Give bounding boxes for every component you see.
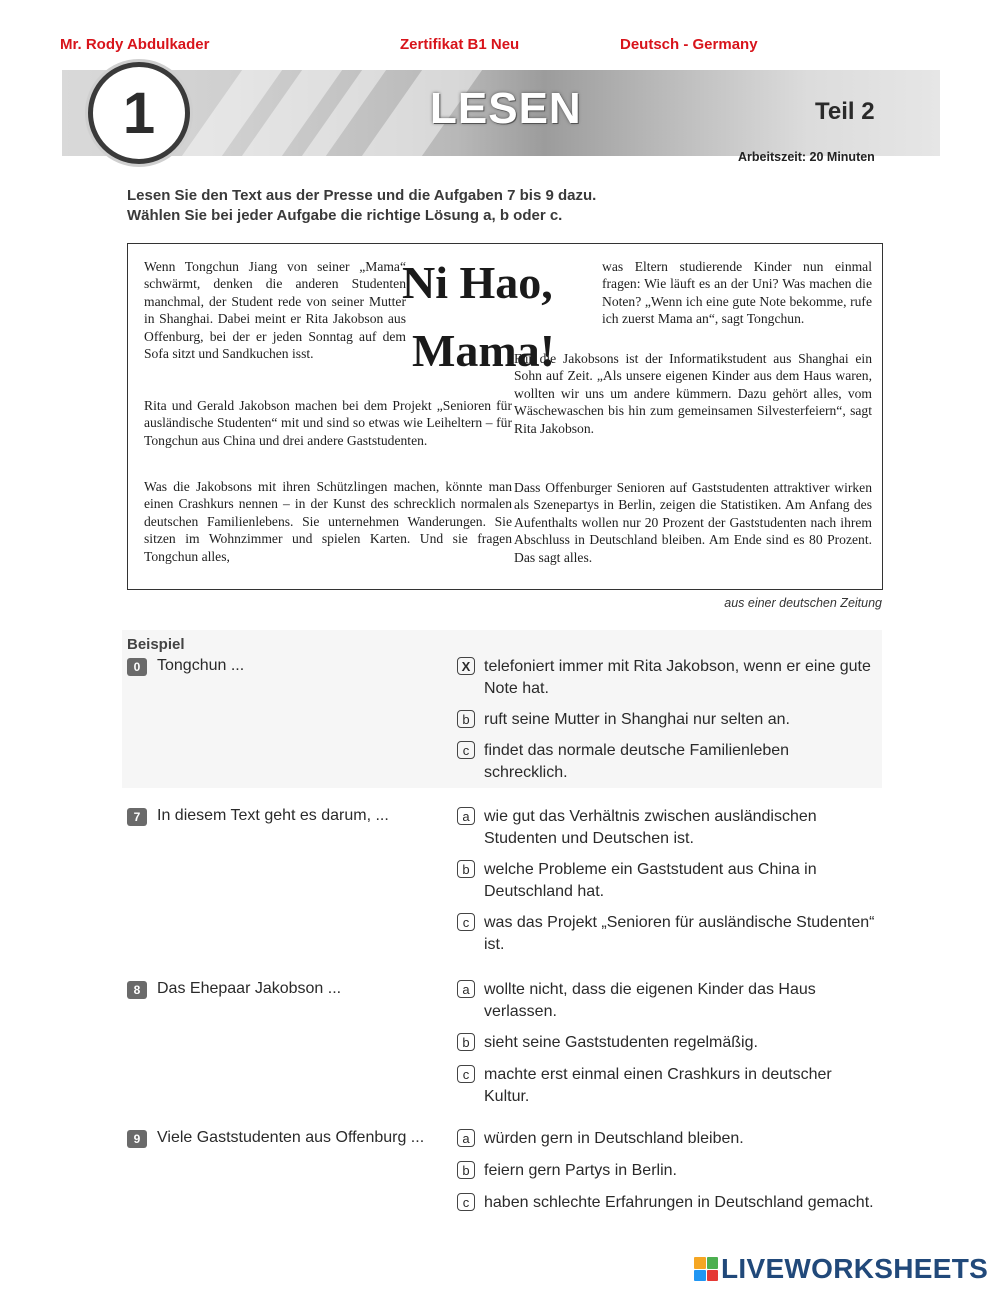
option-text: haben schlechte Erfahrungen in Deutschland gemacht. — [484, 1194, 874, 1211]
logo-square — [694, 1270, 706, 1282]
article-paragraph: Dass Offenburger Senioren auf Gaststudenten attraktiver wirken als Szenepartys in Berlin, zeigen die Statistiken. Am Anfang des Aufenthalts wollen nur 20 Prozent der Gaststudenten nach ihrem Abschluss in Deutschland bleiben. Am Ende sind es 80 Prozent. Das sagt alles. — [514, 480, 872, 565]
question-text: Tongchun ... — [157, 657, 245, 674]
option-letter[interactable]: b — [457, 1033, 475, 1051]
article-paragraph: was Eltern studierende Kinder nun einmal fragen: Wie läuft es an der Uni? Was machen die Noten? „Wenn ich eine gute Note bekomme, rufe ich zuerst Mama an“, sagt Tongchun. — [602, 259, 872, 327]
question-number: 0 — [127, 658, 147, 676]
option-8a[interactable] — [457, 979, 877, 1023]
author-name: Mr. Rody Abdulkader — [60, 36, 210, 53]
question-7 — [127, 807, 389, 826]
option-text: wollte nicht, dass die eigenen Kinder das Haus verlassen. — [484, 981, 816, 1020]
instruction-line: Lesen Sie den Text aus der Presse und die Aufgaben 7 bis 9 dazu. — [127, 187, 597, 204]
article-headline: Mama! — [412, 325, 556, 376]
section-number-badge: 1 — [88, 62, 190, 164]
article-source: aus einer deutschen Zeitung — [724, 596, 882, 610]
logo-square — [694, 1257, 706, 1269]
option-letter: c — [457, 741, 475, 759]
option-8b[interactable] — [457, 1032, 877, 1054]
option-text: würden gern in Deutschland bleiben. — [484, 1130, 744, 1147]
question-9 — [127, 1129, 424, 1148]
language-label: Deutsch - Germany — [620, 36, 758, 53]
option-8c[interactable] — [457, 1064, 877, 1108]
article-headline: Ni Hao, — [402, 257, 553, 308]
option-0a — [457, 656, 877, 700]
option-text: wie gut das Verhältnis zwischen ausländischen Studenten und Deutschen ist. — [484, 808, 817, 847]
instruction-line: Wählen Sie bei jeder Aufgabe die richtige Lösung a, b oder c. — [127, 207, 563, 224]
question-number: 9 — [127, 1130, 147, 1148]
option-text: welche Probleme ein Gaststudent aus China in Deutschland hat. — [484, 861, 817, 900]
question-number: 7 — [127, 808, 147, 826]
option-9b[interactable] — [457, 1160, 877, 1182]
option-letter[interactable]: c — [457, 913, 475, 931]
logo-square — [707, 1270, 719, 1282]
option-7b[interactable] — [457, 859, 877, 903]
question-text: Das Ehepaar Jakobson ... — [157, 980, 342, 997]
work-time: Arbeitszeit: 20 Minuten — [738, 150, 875, 164]
option-9c[interactable] — [457, 1192, 877, 1214]
option-text: telefoniert immer mit Rita Jakobson, wenn er eine gute Note hat. — [484, 658, 871, 697]
option-letter: b — [457, 710, 475, 728]
checked-box-icon: X — [457, 657, 475, 675]
question-number: 8 — [127, 981, 147, 999]
option-letter[interactable]: a — [457, 807, 475, 825]
option-0c — [457, 740, 877, 784]
option-text: feiern gern Partys in Berlin. — [484, 1162, 677, 1179]
option-letter[interactable]: b — [457, 860, 475, 878]
option-7a[interactable] — [457, 806, 877, 850]
logo-square — [707, 1257, 719, 1269]
option-text: machte erst einmal einen Crashkurs in deutscher Kultur. — [484, 1066, 832, 1105]
option-text: findet das normale deutsche Familienleben schrecklich. — [484, 742, 790, 781]
article-paragraph: Wenn Tongchun Jiang von seiner „Mama“ schwärmt, denken die anderen Studenten manchmal, der Student rede von seiner Mutter in Shanghai. Dabei meint er Rita Jakobson aus Offenburg, bei der er jeden Sonntag auf dem Sofa sitzt und Sandkuchen isst. — [144, 259, 406, 362]
option-text: sieht seine Gaststudenten regelmäßig. — [484, 1034, 758, 1051]
logo-icon — [694, 1257, 718, 1281]
option-letter[interactable]: a — [457, 1129, 475, 1147]
question-8 — [127, 980, 341, 999]
example-label: Beispiel — [127, 636, 185, 653]
option-0b — [457, 709, 877, 731]
question-0 — [127, 657, 244, 676]
question-text: In diesem Text geht es darum, ... — [157, 807, 389, 824]
article-paragraph: Für die Jakobsons ist der Informatikstudent aus Shanghai ein Sohn auf Zeit. „Als unsere eigenen Kinder aus dem Haus waren, wollten wir uns um andere kümmern. Dazu gehört alles, vom Wäschewaschen bis hin zum gemeinsamen Silvesterfeiern“, sagt Rita Jakobson. — [514, 351, 872, 436]
liveworksheets-logo — [694, 1253, 988, 1285]
option-7c[interactable] — [457, 912, 877, 956]
article-paragraph: Was die Jakobsons mit ihren Schützlingen machen, könnte man einen Crashkurs nennen – in der Kunst des schrecklich normalen deutschen Familienlebens. Sie unternehmen Wanderungen. Sie sitzen im Wohnzimmer und spielen Karten. Und sie fragen Tongchun alles, — [144, 479, 512, 564]
exam-title: Zertifikat B1 Neu — [400, 36, 520, 53]
option-text: ruft seine Mutter in Shanghai nur selten an. — [484, 711, 790, 728]
option-9a[interactable] — [457, 1128, 877, 1150]
option-letter[interactable]: c — [457, 1065, 475, 1083]
logo-text: LIVEWORKSHEETS — [721, 1253, 989, 1284]
option-text: was das Projekt „Senioren für ausländische Studenten“ ist. — [484, 914, 875, 953]
section-title: LESEN — [430, 84, 582, 133]
newspaper-article — [127, 243, 883, 590]
option-letter[interactable]: c — [457, 1193, 475, 1211]
option-letter[interactable]: b — [457, 1161, 475, 1179]
article-paragraph: Rita und Gerald Jakobson machen bei dem Projekt „Senioren für ausländische Studenten“ mit und sind so etwas wie Leiheltern – für Tongchun aus China und drei andere Gaststudenten. — [144, 398, 512, 448]
option-letter[interactable]: a — [457, 980, 475, 998]
question-text: Viele Gaststudenten aus Offenburg ... — [157, 1129, 425, 1146]
section-part: Teil 2 — [815, 98, 875, 125]
